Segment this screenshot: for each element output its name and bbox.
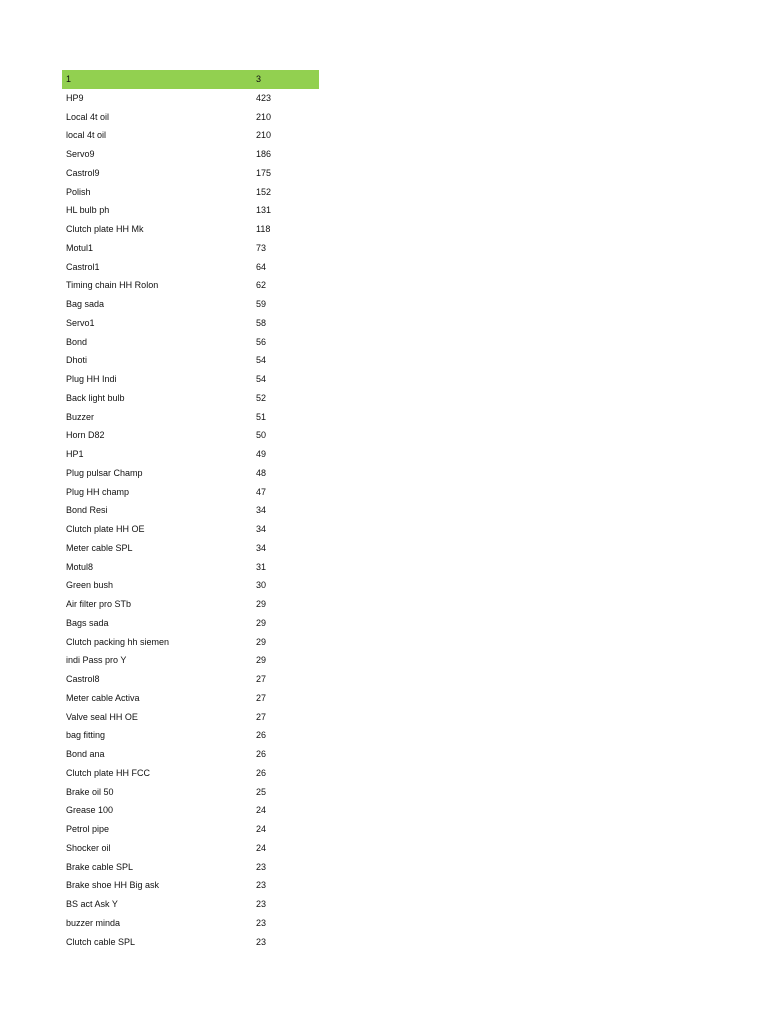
item-name-cell: Brake cable SPL <box>66 861 134 872</box>
table-row <box>62 745 319 764</box>
table-row <box>62 483 319 502</box>
item-name-cell: Servo1 <box>66 317 95 328</box>
item-name-cell: HL bulb ph <box>66 205 110 216</box>
item-name-cell: Grease 100 <box>66 805 114 816</box>
table-row <box>62 820 319 839</box>
table-row <box>62 614 319 633</box>
item-count-cell: 34 <box>256 505 267 516</box>
item-count-cell: 175 <box>256 167 272 178</box>
item-count-cell: 54 <box>256 374 267 384</box>
table-row <box>62 914 319 933</box>
item-count-cell: 25 <box>256 786 267 797</box>
item-count-cell: 56 <box>256 336 267 347</box>
item-count-cell: 24 <box>256 824 267 834</box>
item-count-cell: 23 <box>256 917 267 928</box>
item-name-cell: Valve seal HH OE <box>66 711 138 722</box>
item-name-cell: indi Pass pro Y <box>66 655 127 666</box>
table-row <box>62 108 319 127</box>
item-count-cell: 51 <box>256 411 267 422</box>
item-name-cell: Bond Resi <box>66 505 108 516</box>
item-name-cell: Air filter pro STb <box>66 599 132 609</box>
item-count-cell: 152 <box>256 186 272 197</box>
item-count-cell: 29 <box>256 599 267 609</box>
item-name-cell: Meter cable Activa <box>66 692 140 703</box>
table-row <box>62 558 319 577</box>
item-name-cell: Horn D82 <box>66 430 105 441</box>
item-count-cell: 31 <box>256 561 267 572</box>
table-row <box>62 314 319 333</box>
table-row <box>62 689 319 708</box>
item-count-cell: 48 <box>256 467 267 478</box>
table-row <box>62 389 319 408</box>
header-row <box>62 70 319 89</box>
item-name-cell: Green bush <box>66 580 114 591</box>
table-row <box>62 258 319 277</box>
item-name-cell: Buzzer <box>66 411 95 422</box>
item-count-cell: 29 <box>256 617 267 628</box>
table-row <box>62 726 319 745</box>
table-row <box>62 595 319 614</box>
item-count-cell: 64 <box>256 261 267 272</box>
header-cell-value: 3 <box>256 74 262 84</box>
item-count-cell: 34 <box>256 524 267 534</box>
item-count-cell: 27 <box>256 692 267 703</box>
table-row <box>62 351 319 370</box>
item-name-cell: bag fitting <box>66 730 106 741</box>
item-count-cell: 62 <box>256 280 267 291</box>
item-count-cell: 24 <box>256 842 267 853</box>
item-count-cell: 47 <box>256 486 267 497</box>
item-count-cell: 186 <box>256 149 272 159</box>
item-count-cell: 27 <box>256 711 267 722</box>
item-count-cell: 29 <box>256 636 267 647</box>
table-row <box>62 276 319 295</box>
table-row <box>62 333 319 352</box>
table-row <box>62 576 319 595</box>
table-row <box>62 220 319 239</box>
item-count-cell: 423 <box>256 92 272 103</box>
table-row <box>62 858 319 877</box>
item-count-cell: 49 <box>256 449 267 459</box>
table-row <box>62 126 319 145</box>
table-row <box>62 764 319 783</box>
item-name-cell: Meter cable SPL <box>66 542 133 553</box>
item-count-cell: 131 <box>256 205 272 216</box>
table-row <box>62 408 319 427</box>
item-name-cell: Motul1 <box>66 242 94 253</box>
item-count-cell: 73 <box>256 242 267 253</box>
table-row <box>62 145 319 164</box>
item-name-cell: buzzer minda <box>66 917 121 928</box>
item-count-cell: 210 <box>256 130 272 141</box>
header-cell-name: 1 <box>66 74 72 84</box>
item-name-cell: Motul8 <box>66 561 94 572</box>
item-name-cell: Polish <box>66 186 91 197</box>
item-count-cell: 50 <box>256 430 267 441</box>
item-name-cell: Back light bulb <box>66 392 125 403</box>
table-row <box>62 464 319 483</box>
table-row <box>62 201 319 220</box>
table-row <box>62 539 319 558</box>
item-count-cell: 24 <box>256 805 267 816</box>
table-row <box>62 89 319 108</box>
item-count-cell: 30 <box>256 580 267 591</box>
item-name-cell: Castrol1 <box>66 261 100 272</box>
item-count-cell: 23 <box>256 861 267 872</box>
table-row <box>62 895 319 914</box>
table-row <box>62 783 319 802</box>
table-row <box>62 370 319 389</box>
spreadsheet-table <box>62 70 319 951</box>
item-name-cell: Clutch packing hh siemen <box>66 636 170 647</box>
table-row <box>62 670 319 689</box>
item-count-cell: 52 <box>256 392 267 403</box>
item-name-cell: Timing chain HH Rolon <box>66 280 159 291</box>
item-name-cell: Plug HH champ <box>66 486 130 497</box>
item-name-cell: Bond <box>66 336 88 347</box>
item-name-cell: Clutch plate HH Mk <box>66 224 144 234</box>
item-name-cell: Dhoti <box>66 355 88 366</box>
item-name-cell: local 4t oil <box>66 130 107 141</box>
table-row <box>62 801 319 820</box>
table-row <box>62 933 319 952</box>
item-name-cell: Bond ana <box>66 749 105 759</box>
item-name-cell: Brake oil 50 <box>66 786 114 797</box>
item-count-cell: 34 <box>256 542 267 553</box>
item-name-cell: BS act Ask Y <box>66 899 118 909</box>
item-name-cell: Clutch cable SPL <box>66 936 136 947</box>
item-count-cell: 29 <box>256 655 267 666</box>
item-count-cell: 58 <box>256 317 267 328</box>
table-row <box>62 164 319 183</box>
table-row <box>62 426 319 445</box>
item-name-cell: Castrol9 <box>66 167 100 178</box>
item-count-cell: 26 <box>256 730 267 741</box>
item-count-cell: 59 <box>256 299 267 309</box>
item-name-cell: Local 4t oil <box>66 111 110 122</box>
table-row <box>62 651 319 670</box>
item-name-cell: Castrol8 <box>66 674 100 684</box>
table-row <box>62 708 319 727</box>
item-name-cell: Plug pulsar Champ <box>66 467 143 478</box>
table-row <box>62 520 319 539</box>
table-row <box>62 839 319 858</box>
item-name-cell: Clutch plate HH OE <box>66 524 145 534</box>
item-count-cell: 210 <box>256 111 272 122</box>
table-row <box>62 445 319 464</box>
item-count-cell: 23 <box>256 936 267 947</box>
table-row <box>62 183 319 202</box>
item-count-cell: 26 <box>256 767 267 778</box>
item-count-cell: 26 <box>256 749 267 759</box>
item-name-cell: Plug HH Indi <box>66 374 117 384</box>
table-row <box>62 501 319 520</box>
item-name-cell: Petrol pipe <box>66 824 110 834</box>
table-row <box>62 633 319 652</box>
item-name-cell: Brake shoe HH Big ask <box>66 880 160 891</box>
item-name-cell: Bag sada <box>66 299 105 309</box>
table-row <box>62 876 319 895</box>
table-row <box>62 239 319 258</box>
item-name-cell: Clutch plate HH FCC <box>66 767 151 778</box>
table-row <box>62 295 319 314</box>
item-name-cell: Servo9 <box>66 149 95 159</box>
item-count-cell: 23 <box>256 899 267 909</box>
item-count-cell: 23 <box>256 880 267 891</box>
table-body <box>62 89 319 952</box>
item-name-cell: Bags sada <box>66 617 109 628</box>
item-name-cell: Shocker oil <box>66 842 111 853</box>
item-count-cell: 27 <box>256 674 267 684</box>
item-count-cell: 118 <box>256 224 271 234</box>
item-name-cell: HP1 <box>66 449 84 459</box>
item-name-cell: HP9 <box>66 92 84 103</box>
item-count-cell: 54 <box>256 355 267 366</box>
